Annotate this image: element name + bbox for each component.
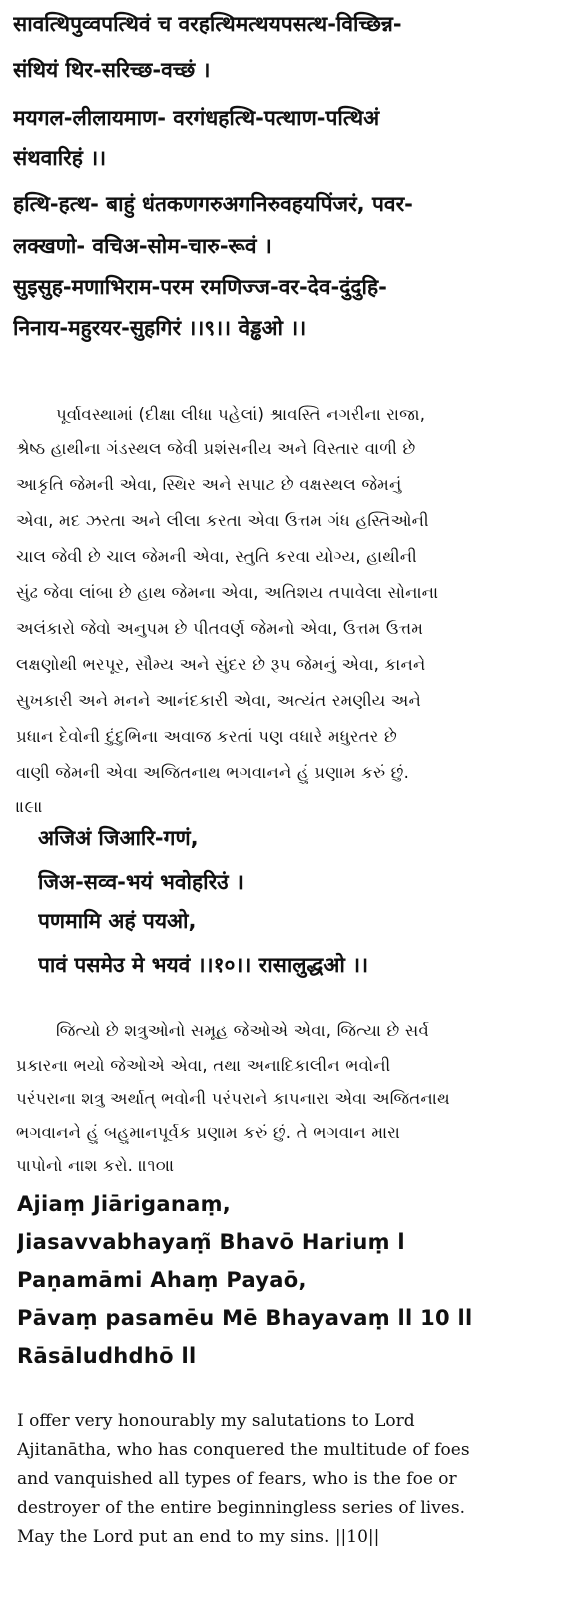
transliteration-line: Rāsāludhdhō ll: [17, 1344, 197, 1368]
gujarati-line: અલંકારો જેવો અનુપમ છે પીતવર્ણ જેમનો એવા, ઉત્તમ ઉત્તમ: [16, 619, 424, 638]
transliteration-line: Jiasavvabhayaṃ̃ Bhavō Hariuṃ l: [17, 1230, 405, 1254]
gujarati-line: ભગવાનને હું બહુમાનપૂર્વક પ્રણામ કરું છું. તે ભગવાન મારા: [16, 1123, 401, 1142]
gujarati-line: આકૃતિ જેમની એવા, સ્થિર અને સપાટ છે વક્ષસ્થલ જેમનું: [16, 475, 402, 494]
verse-line: सावत्थिपुव्वपत्थिवं च वरहत्थिमत्थयपसत्थ-विच्छिन्न-: [13, 12, 402, 36]
verse-line: मयगल-लीलायमाण- वरगंधहत्थि-पत्थाण-पत्थिअं: [13, 106, 380, 130]
verse-line: सुइसुह-मणाभिराम-परम रमणिज्ज-वर-देव-दुंदुहि-: [13, 275, 387, 299]
gujarati-line: જિત્યો છે શત્રુઓનો સમૂહ જેઓએ એવા, જિત્યા છે સર્વ: [56, 1021, 429, 1040]
verse-line: निनाय-महुरयर-सुहगिरं ।।९।। वेड्ढओ ।।: [13, 316, 307, 340]
gujarati-line: પાપોનો નાશ કરો. ॥૧૦॥: [16, 1156, 175, 1175]
english-line: May the Lord put an end to my sins. ||10||: [17, 1527, 380, 1547]
english-line: I offer very honourably my salutations to Lord: [17, 1411, 415, 1431]
verse-line: हत्थि-हत्थ- बाहुं धंतकणगरुअगनिरुवहयपिंजरं, पवर-: [13, 192, 413, 216]
gujarati-line: પૂર્વાવસ્થામાં (દીક્ષા લીધા પહેલાં) શ્રાવસ્તિ નગરીના રાજા,: [56, 405, 426, 424]
english-line: and vanquished all types of fears, who is the foe or: [17, 1469, 457, 1489]
gujarati-line: લક્ષણોથી ભરપૂર, સૌમ્ય અને સુંદર છે રૂપ જેમનું એવા, કાનને: [16, 655, 426, 674]
verse-line: लक्खणो- वचिअ-सोम-चारु-रूवं ।: [13, 234, 272, 258]
gujarati-line: પ્રકારના ભયો જેઓએ એવા, તથા અનાદિકાલીન ભવોની: [16, 1056, 391, 1075]
verse-line: पणमामि अहं पयओ,: [38, 909, 197, 933]
english-line: Ajitanātha, who has conquered the multitude of foes: [17, 1440, 470, 1460]
verse-line: अजिअं जिआरि-गणं,: [38, 826, 199, 850]
gujarati-line: સુંઢ જેવા લાંબા છે હાથ જેમના એવા, અતિશય તપાવેલા સોનાના: [16, 583, 439, 602]
gujarati-line: ચાલ જેવી છે ચાલ જેમની એવા, સ્તુતિ કરવા યોગ્ય, હાથીની: [16, 547, 417, 566]
gujarati-line: વાણી જેમની એવા અજિતનાથ ભગવાનને હું પ્રણામ કરું છું.: [16, 763, 410, 782]
verse-line: जिअ-सव्व-भयं भवोहरिउं ।: [38, 870, 244, 894]
english-line: destroyer of the entire beginningless series of lives.: [17, 1498, 466, 1518]
verse-line: पावं पसमेउ मे भयवं ।।१०।। रासालुद्धओ ।।: [38, 953, 369, 977]
gujarati-line: એવા, મદ ઝરતા અને લીલા કરતા એવા ઉત્તમ ગંધ હસ્તિઓની: [16, 511, 429, 530]
gujarati-line: પરંપરાના શત્રુ અર્થાત્ ભવોની પરંપરાને કાપનારા એવા અજિતનાથ: [16, 1089, 450, 1108]
gujarati-line: શ્રેષ્ઠ હાથીના ગંડસ્થલ જેવી પ્રશંસનીય અને વિસ્તાર વાળી છે: [16, 439, 416, 458]
transliteration-line: Ajiaṃ Jiāriganaṃ,: [17, 1192, 232, 1216]
verse-line: संथवारिहं ।।: [13, 146, 107, 170]
transliteration-line: Pāvaṃ pasamēu Mē Bhayavaṃ ll 10 ll: [17, 1306, 473, 1330]
gujarati-line: પ્રધાન દેવોની દુંદુભિના અવાજ કરતાં પણ વધારે મધુરતર છે: [16, 727, 397, 746]
verse-line: संथियं थिर-सरिच्छ-वच्छं ।: [13, 58, 211, 82]
verse-number: ॥૯॥: [16, 797, 43, 816]
transliteration-line: Paṇamāmi Ahaṃ Payaō,: [17, 1268, 307, 1292]
gujarati-line: સુખકારી અને મનને આનંદકારી એવા, અત્યંત રમણીય અને: [16, 691, 421, 710]
